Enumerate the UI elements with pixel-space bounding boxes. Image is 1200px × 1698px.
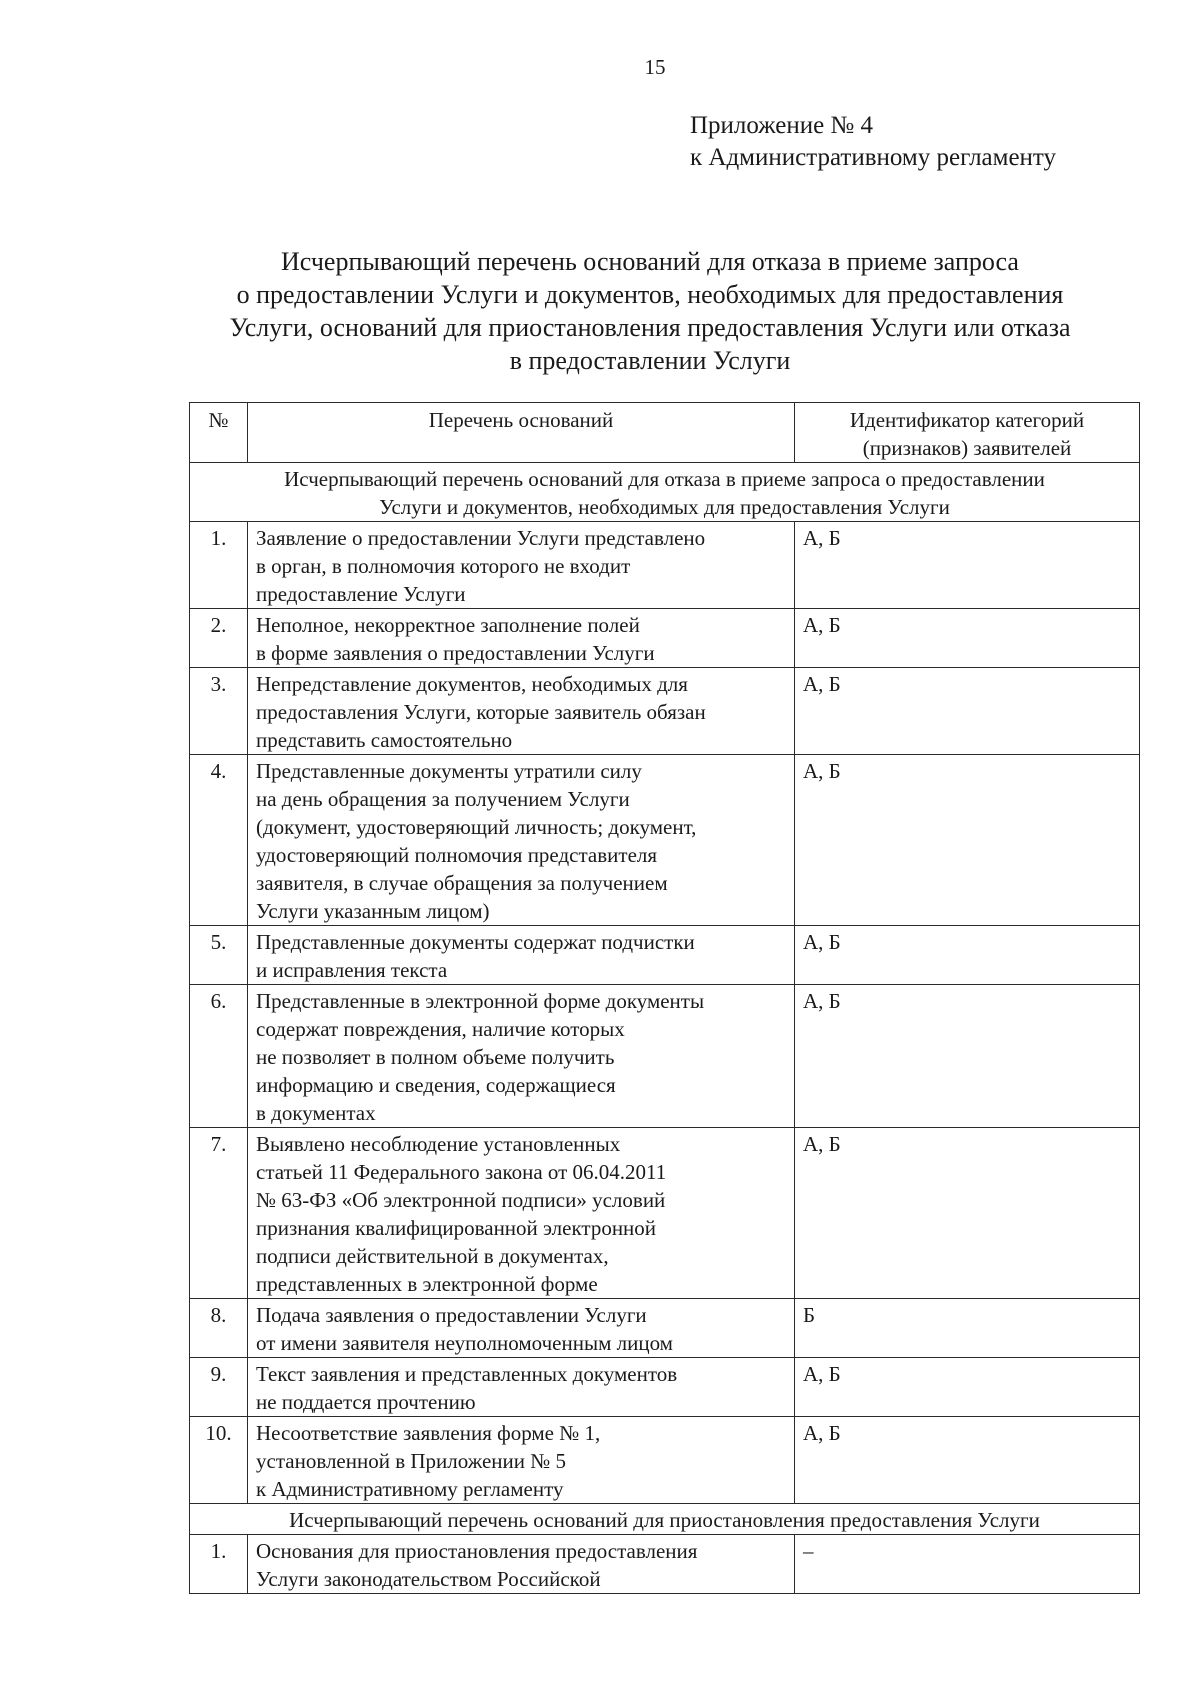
row-basis-line: подписи действительной в документах, bbox=[256, 1244, 609, 1268]
row-basis-line: Подача заявления о предоставлении Услуги bbox=[256, 1303, 647, 1327]
section-heading-suspension: Исчерпывающий перечень оснований для приостановления предоставления Услуги bbox=[190, 1504, 1140, 1535]
table-row bbox=[190, 1535, 1140, 1594]
document-title bbox=[150, 245, 1150, 377]
table-row bbox=[190, 522, 1140, 609]
row-basis-line: от имени заявителя неуполномоченным лицом bbox=[256, 1331, 673, 1355]
row-identifier: А, Б bbox=[795, 755, 1140, 926]
row-number: 2. bbox=[190, 609, 248, 668]
row-number: 7. bbox=[190, 1128, 248, 1299]
row-basis bbox=[248, 522, 795, 609]
section-heading-row bbox=[190, 463, 1140, 522]
row-basis bbox=[248, 609, 795, 668]
appendix-reference bbox=[690, 110, 1056, 174]
table-row bbox=[190, 1128, 1140, 1299]
row-identifier: А, Б bbox=[795, 985, 1140, 1128]
row-basis-line: Услуги законодательством Российской bbox=[256, 1567, 601, 1591]
row-basis-line: на день обращения за получением Услуги bbox=[256, 787, 630, 811]
row-basis-line: заявителя, в случае обращения за получением bbox=[256, 871, 668, 895]
table-header-row bbox=[190, 403, 1140, 463]
grounds-table-wrapper bbox=[189, 402, 1139, 1594]
row-basis bbox=[248, 1417, 795, 1504]
row-basis-line: Представленные в электронной форме документы bbox=[256, 989, 705, 1013]
row-basis-line: удостоверяющий полномочия представителя bbox=[256, 843, 658, 867]
row-basis-line: № 63-ФЗ «Об электронной подписи» условий bbox=[256, 1188, 666, 1212]
appendix-line-2: к Административному регламенту bbox=[690, 144, 1057, 171]
row-basis-line: Основания для приостановления предоставления bbox=[256, 1539, 698, 1563]
header-basis: Перечень оснований bbox=[248, 403, 795, 463]
row-number: 8. bbox=[190, 1299, 248, 1358]
row-basis-line: Представленные документы утратили силу bbox=[256, 759, 642, 783]
table-row bbox=[190, 1358, 1140, 1417]
page-number: 15 bbox=[644, 55, 666, 79]
row-identifier: А, Б bbox=[795, 1128, 1140, 1299]
section-heading-row bbox=[190, 1504, 1140, 1535]
row-number: 1. bbox=[190, 522, 248, 609]
title-line-2: о предоставлении Услуги и документов, необходимых для предоставления bbox=[236, 280, 1064, 309]
row-basis-line: Несоответствие заявления форме № 1, bbox=[256, 1421, 601, 1445]
title-line-1: Исчерпывающий перечень оснований для отказа в приеме запроса bbox=[281, 247, 1019, 276]
row-number: 3. bbox=[190, 668, 248, 755]
row-basis-line: признания квалифицированной электронной bbox=[256, 1216, 657, 1240]
row-number: 4. bbox=[190, 755, 248, 926]
row-basis bbox=[248, 668, 795, 755]
row-basis-line: Заявление о предоставлении Услуги представлено bbox=[256, 526, 706, 550]
row-number: 5. bbox=[190, 926, 248, 985]
header-identifier bbox=[795, 403, 1140, 463]
section-heading-line-1: Исчерпывающий перечень оснований для отказа в приеме запроса о предоставлении bbox=[284, 467, 1045, 491]
row-basis-line: Неполное, некорректное заполнение полей bbox=[256, 613, 640, 637]
row-identifier: А, Б bbox=[795, 522, 1140, 609]
header-number: № bbox=[190, 403, 248, 463]
header-identifier-line-2: (признаков) заявителей bbox=[862, 436, 1072, 460]
row-basis-line: Выявлено несоблюдение установленных bbox=[256, 1132, 621, 1156]
row-number: 1. bbox=[190, 1535, 248, 1594]
row-basis bbox=[248, 755, 795, 926]
section-heading-refusal bbox=[190, 463, 1140, 522]
row-basis-line: установленной в Приложении № 5 bbox=[256, 1449, 567, 1473]
row-basis-line: предоставления Услуги, которые заявитель обязан bbox=[256, 700, 706, 724]
row-basis bbox=[248, 985, 795, 1128]
row-basis-line: статьей 11 Федерального закона от 06.04.2011 bbox=[256, 1160, 667, 1184]
title-line-3: Услуги, оснований для приостановления предоставления Услуги или отказа bbox=[229, 313, 1071, 342]
row-basis-line: не поддается прочтению bbox=[256, 1390, 476, 1414]
row-identifier: А, Б bbox=[795, 1417, 1140, 1504]
row-identifier: Б bbox=[795, 1299, 1140, 1358]
table-row bbox=[190, 926, 1140, 985]
row-basis-line: представленных в электронной форме bbox=[256, 1272, 598, 1296]
row-basis-line: представить самостоятельно bbox=[256, 728, 513, 752]
row-basis-line: к Административному регламенту bbox=[256, 1477, 564, 1501]
row-number: 6. bbox=[190, 985, 248, 1128]
row-basis bbox=[248, 926, 795, 985]
row-basis-line: Текст заявления и представленных документов bbox=[256, 1362, 678, 1386]
row-identifier: – bbox=[795, 1535, 1140, 1594]
row-basis-line: в орган, в полномочия которого не входит bbox=[256, 554, 631, 578]
row-number: 10. bbox=[190, 1417, 248, 1504]
row-basis bbox=[248, 1535, 795, 1594]
row-basis-line: Представленные документы содержат подчистки bbox=[256, 930, 695, 954]
row-basis bbox=[248, 1128, 795, 1299]
row-identifier: А, Б bbox=[795, 609, 1140, 668]
table-row bbox=[190, 755, 1140, 926]
row-basis-line: в документах bbox=[256, 1101, 376, 1125]
row-basis-line: не позволяет в полном объеме получить bbox=[256, 1045, 615, 1069]
header-identifier-line-1: Идентификатор категорий bbox=[849, 408, 1085, 432]
row-basis-line: в форме заявления о предоставлении Услуги bbox=[256, 641, 655, 665]
title-line-4: в предоставлении Услуги bbox=[509, 346, 791, 375]
row-basis-line: (документ, удостоверяющий личность; документ, bbox=[256, 815, 697, 839]
table-row bbox=[190, 985, 1140, 1128]
row-identifier: А, Б bbox=[795, 668, 1140, 755]
row-basis-line: предоставление Услуги bbox=[256, 582, 466, 606]
section-heading-line-2: Услуги и документов, необходимых для предоставления Услуги bbox=[379, 495, 950, 519]
table-row bbox=[190, 1417, 1140, 1504]
row-basis-line: информацию и сведения, содержащиеся bbox=[256, 1073, 616, 1097]
table-row bbox=[190, 609, 1140, 668]
appendix-line-1: Приложение № 4 bbox=[690, 112, 874, 139]
row-basis-line: Услуги указанным лицом) bbox=[256, 899, 490, 923]
row-basis bbox=[248, 1358, 795, 1417]
row-number: 9. bbox=[190, 1358, 248, 1417]
row-basis-line: и исправления текста bbox=[256, 958, 448, 982]
row-identifier: А, Б bbox=[795, 926, 1140, 985]
row-basis bbox=[248, 1299, 795, 1358]
table-row bbox=[190, 668, 1140, 755]
table-row bbox=[190, 1299, 1140, 1358]
grounds-table bbox=[189, 402, 1140, 1594]
row-identifier: А, Б bbox=[795, 1358, 1140, 1417]
row-basis-line: содержат повреждения, наличие которых bbox=[256, 1017, 625, 1041]
row-basis-line: Непредставление документов, необходимых для bbox=[256, 672, 688, 696]
